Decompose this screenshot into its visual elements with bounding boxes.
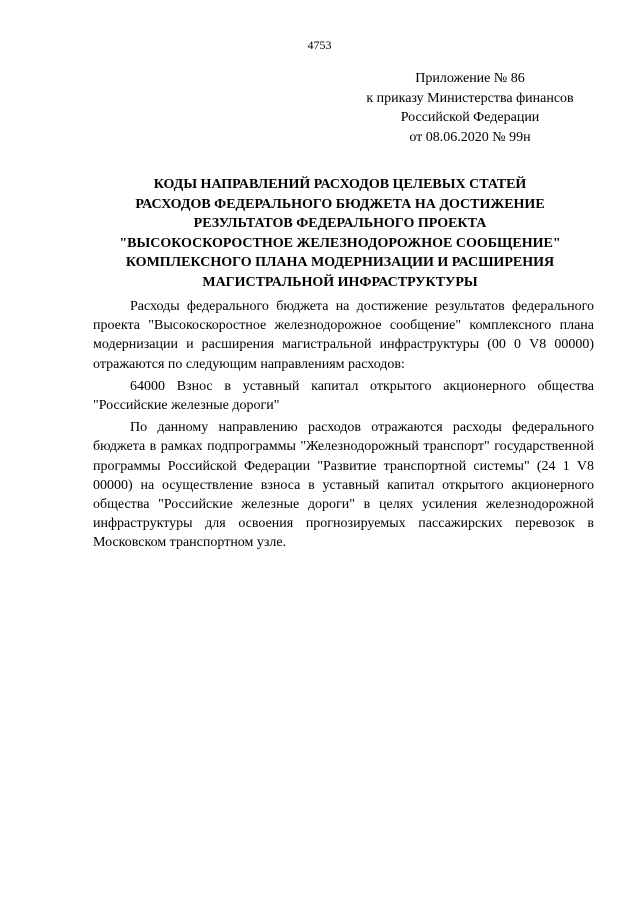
appendix-order-date: от 08.06.2020 № 99н bbox=[409, 129, 531, 145]
title-line-1: КОДЫ НАПРАВЛЕНИЙ РАСХОДОВ ЦЕЛЕВЫХ СТАТЕЙ bbox=[153, 177, 527, 192]
appendix-issuer: Российской Федерации bbox=[400, 110, 540, 125]
intro-paragraph: Расходы федерального бюджета на достижение результатов федерального проекта "Высокоскоростное железнодорожное сообщение" комплексного плана модернизации и расширения магистральной инфраструктуры (00 0 V8 00000) отражаются по следующим направлениям расходов: bbox=[93, 299, 594, 372]
appendix-order-reference: к приказу Министерства финансов bbox=[366, 90, 574, 106]
title-line-3: РЕЗУЛЬТАТОВ ФЕДЕРАЛЬНОГО ПРОЕКТА bbox=[193, 216, 487, 231]
document-title bbox=[80, 175, 600, 292]
appendix-number: Приложение № 86 bbox=[415, 71, 525, 86]
title-line-4: "ВЫСОКОСКОРОСТНОЕ ЖЕЛЕЗНОДОРОЖНОЕ СООБЩЕНИЕ" bbox=[119, 235, 561, 251]
title-line-2: РАСХОДОВ ФЕДЕРАЛЬНОГО БЮДЖЕТА НА ДОСТИЖЕНИЕ bbox=[135, 196, 545, 212]
expense-code-entry: 64000 Взнос в уставный капитал открытого акционерного общества "Российские железные дороги" bbox=[93, 378, 594, 414]
expense-description-paragraph: По данному направлению расходов отражаются расходы федерального бюджета в рамках подпрограммы "Железнодорожный транспорт" государственной программы Российской Федерации "Развитие транспортной системы" (24 1 V8 00000) на осуществление взноса в уставный капитал открытого акционерного общества "Российские железные дороги" в целях усиления железнодорожной инфраструктуры для освоения прогнозируемых пассажирских перевозок в Московском транспортном узле. bbox=[93, 420, 594, 551]
page-number: 4753 bbox=[307, 38, 332, 52]
document-body bbox=[93, 297, 594, 556]
title-line-6: МАГИСТРАЛЬНОЙ ИНФРАСТРУКТУРЫ bbox=[202, 274, 478, 290]
title-line-5: КОМПЛЕКСНОГО ПЛАНА МОДЕРНИЗАЦИИ И РАСШИРЕНИЯ bbox=[125, 255, 555, 270]
appendix-header bbox=[350, 69, 590, 147]
